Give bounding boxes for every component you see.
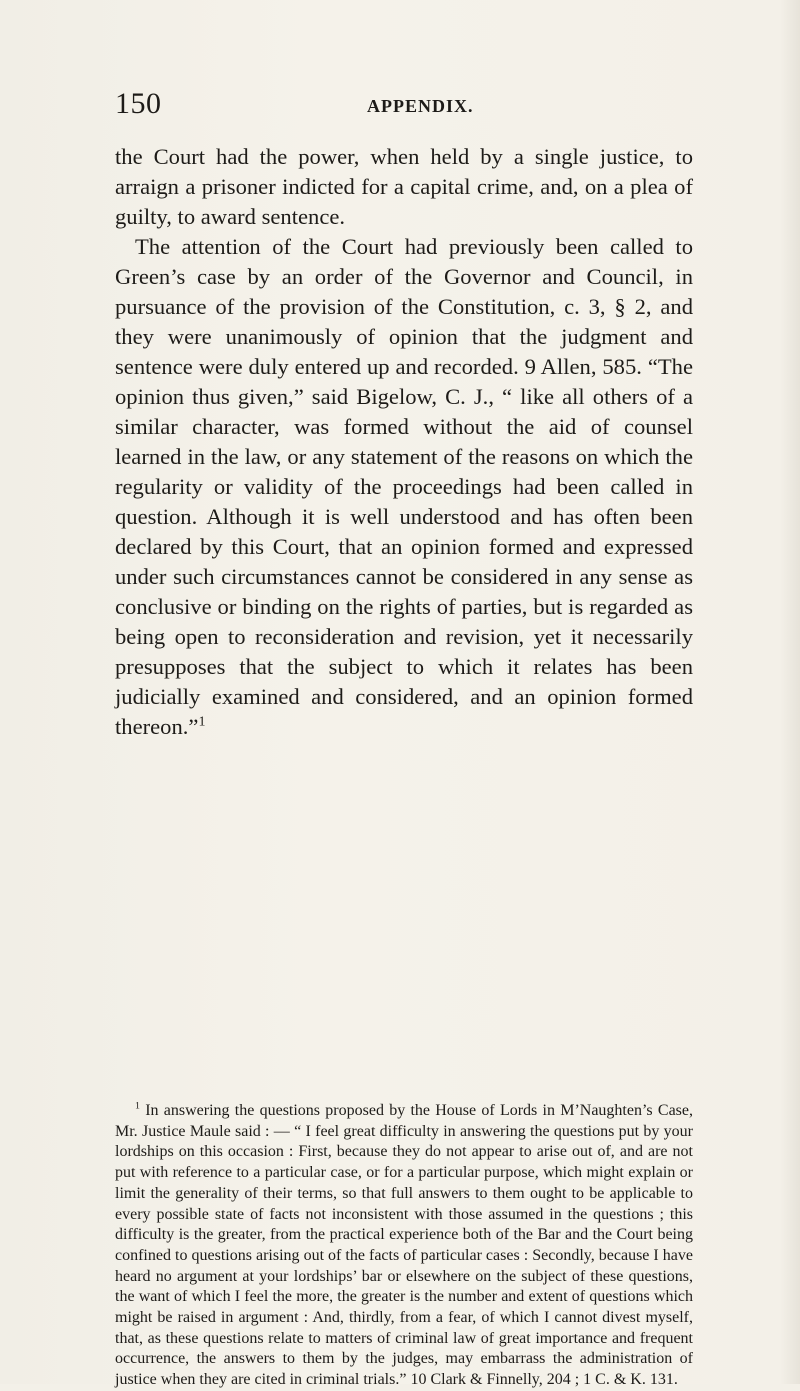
running-head [115, 86, 695, 126]
header-title: APPENDIX. [367, 96, 474, 116]
paragraph-text: The attention of the Court had previously been called to Green’s case by an order of the Governor and Council, in pursuance of the provision of the Constitution, c. 3, § 2, and they were unanimously of opinion that the judgment and sentence were duly entered up and recorded. 9 Allen, 585. “The opinion thus given,” said Bigelow, C. J., “ like all others of a similar character, was formed without the aid of counsel learned in the law, or any statement of the reasons on which the regularity or validity of the proceedings had been called in question. Although it is well understood and has often been declared by this Court, that an opinion formed and expressed under such circumstances cannot be considered in any sense as conclusive or binding on the rights of parties, but is regarded as being open to reconsideration and revision, yet it necessarily presupposes that the subject to which it relates has been judicially examined and considered, and an opinion formed thereon.” [115, 234, 693, 739]
paragraph [115, 142, 693, 232]
footnote [115, 1101, 693, 1391]
footnote-text: In answering the questions proposed by the House of Lords in M’Naughten’s Case, Mr. Justice Maule said : — “ I feel great difficulty in answering the questions put by your lordships on this occasion : First, because they do not appear to arise out of, and are not put with reference to a particular case, or for a particular purpose, which might explain or limit the generality of their terms, so that full answers to them ought to be applicable to every possible state of facts not inconsistent with those assumed in the questions ; this difficulty is the greater, from the practical experience both of the Bar and the Court being confined to questions arising out of the facts of particular cases : Secondly, because I have heard no argument at your lordships’ bar or elsewhere on the subject of these questions, the want of which I feel the more, the greater is the number and extent of questions which might be raised in argument : And, thirdly, from a fear, of which I cannot divest myself, that, as these questions relate to matters of criminal law of great importance and frequent occurrence, the answers to them by the judges, may embarrass the administration of justice when they are cited in criminal trials.” 10 Clark & Finnelly, 204 ; 1 C. & K. 131. [115, 1102, 693, 1389]
footnote-marker: 1 [135, 1100, 140, 1112]
paragraph [115, 232, 693, 742]
footnote-reference: 1 [198, 714, 206, 730]
main-text [115, 142, 693, 742]
footnote-paragraph [115, 1101, 693, 1391]
page-edge-shading [780, 0, 800, 1384]
paragraph-text: the Court had the power, when held by a single justice, to arraign a prisoner indicted for a capital crime, and, on a plea of guilty, to award sentence. [115, 144, 693, 229]
page-number: 150 [115, 87, 162, 120]
